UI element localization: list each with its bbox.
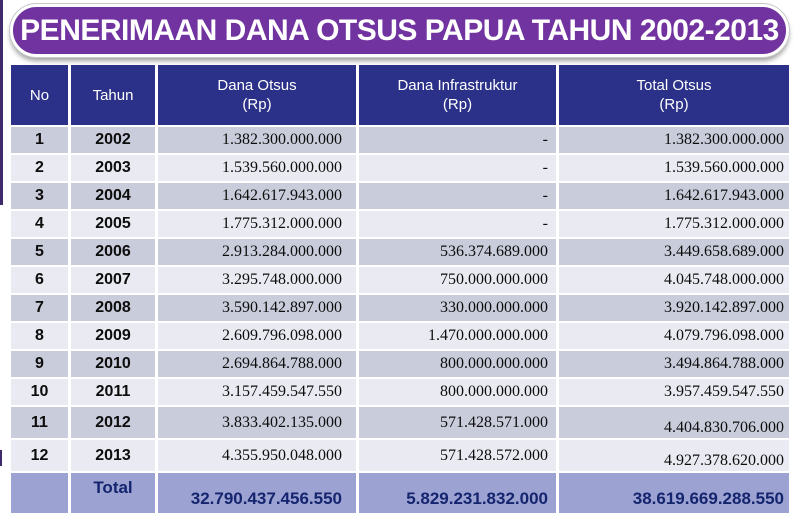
total-dana-otsus: 32.790.437.456.550 (158, 473, 356, 513)
cell-total-otsus: 1.539.560.000.000 (559, 155, 789, 181)
cell-dana-infrastruktur: 1.470.000.000.000 (359, 323, 556, 349)
page-title: PENERIMAAN DANA OTSUS PAPUA TAHUN 2002-2013 (20, 13, 779, 47)
cell-dana-infrastruktur: 750.000.000.000 (359, 267, 556, 293)
cell-no: 8 (11, 323, 68, 349)
table-row (11, 351, 789, 377)
table-footer (11, 473, 789, 513)
total-cell-no (11, 473, 68, 513)
cell-total-otsus: 1.775.312.000.000 (559, 211, 789, 237)
cell-tahun: 2010 (71, 351, 155, 377)
header-dana-infrastruktur (359, 65, 556, 125)
cell-no: 1 (11, 127, 68, 153)
table-row (11, 239, 789, 265)
cell-tahun: 2013 (71, 440, 155, 471)
cell-no: 12 (11, 440, 68, 471)
table-row (11, 155, 789, 181)
cell-no: 7 (11, 295, 68, 321)
cell-total-otsus: 3.920.142.897.000 (559, 295, 789, 321)
cell-dana-otsus: 1.382.300.000.000 (158, 127, 356, 153)
total-label: Total (71, 473, 155, 513)
cell-dana-otsus: 4.355.950.048.000 (158, 440, 356, 471)
header-dana-otsus (158, 65, 356, 125)
cell-dana-infrastruktur: 571.428.571.000 (359, 407, 556, 438)
left-accent-bar (0, 0, 3, 205)
header-label: Tahun (92, 86, 134, 104)
cell-tahun: 2007 (71, 267, 155, 293)
cell-tahun: 2005 (71, 211, 155, 237)
cell-no: 4 (11, 211, 68, 237)
cell-no: 9 (11, 351, 68, 377)
cell-no: 3 (11, 183, 68, 209)
cell-no: 11 (11, 407, 68, 438)
header-sublabel: (Rp) (659, 96, 689, 113)
cell-total-otsus: 3.957.459.547.550 (559, 379, 789, 405)
cell-dana-infrastruktur: 571.428.572.000 (359, 440, 556, 471)
cell-dana-otsus: 3.833.402.135.000 (158, 407, 356, 438)
cell-tahun: 2011 (71, 379, 155, 405)
table-row (11, 379, 789, 405)
table-body (11, 127, 789, 471)
cell-dana-otsus: 2.609.796.098.000 (158, 323, 356, 349)
header-sublabel: (Rp) (442, 96, 473, 113)
cell-no: 5 (11, 239, 68, 265)
cell-no: 6 (11, 267, 68, 293)
cell-dana-infrastruktur: 536.374.689.000 (359, 239, 556, 265)
table-row (11, 440, 789, 471)
cell-total-otsus: 3.494.864.788.000 (559, 351, 789, 377)
cell-tahun: 2009 (71, 323, 155, 349)
otsus-table (8, 63, 792, 515)
total-total-otsus: 38.619.669.288.550 (559, 473, 789, 513)
cell-dana-otsus: 1.642.617.943.000 (158, 183, 356, 209)
total-row (11, 473, 789, 513)
cell-total-otsus: 4.927.378.620.000 (559, 440, 789, 471)
cell-dana-infrastruktur: - (359, 211, 556, 237)
header-label: No (29, 86, 50, 104)
cell-dana-otsus: 3.157.459.547.550 (158, 379, 356, 405)
cell-tahun: 2006 (71, 239, 155, 265)
cell-no: 2 (11, 155, 68, 181)
cell-total-otsus: 4.045.748.000.000 (559, 267, 789, 293)
cell-dana-infrastruktur: 800.000.000.000 (359, 379, 556, 405)
cell-total-otsus: 4.404.830.706.000 (559, 407, 789, 438)
cell-total-otsus: 4.079.796.098.000 (559, 323, 789, 349)
header-no (11, 65, 68, 125)
total-dana-infrastruktur: 5.829.231.832.000 (359, 473, 556, 513)
cell-dana-otsus: 1.539.560.000.000 (158, 155, 356, 181)
cell-no: 10 (11, 379, 68, 405)
cell-tahun: 2002 (71, 127, 155, 153)
table-row (11, 407, 789, 438)
cell-tahun: 2012 (71, 407, 155, 438)
cell-dana-infrastruktur: - (359, 127, 556, 153)
table-row (11, 295, 789, 321)
cell-total-otsus: 1.382.300.000.000 (559, 127, 789, 153)
cell-tahun: 2003 (71, 155, 155, 181)
header-total-otsus (559, 65, 789, 125)
table-row (11, 183, 789, 209)
cell-dana-infrastruktur: - (359, 155, 556, 181)
header-row (11, 65, 789, 125)
cell-total-otsus: 1.642.617.943.000 (559, 183, 789, 209)
cell-tahun: 2004 (71, 183, 155, 209)
cell-dana-otsus: 1.775.312.000.000 (158, 211, 356, 237)
table-row (11, 127, 789, 153)
cell-dana-infrastruktur: 800.000.000.000 (359, 351, 556, 377)
cell-total-otsus: 3.449.658.689.000 (559, 239, 789, 265)
cell-dana-otsus: 3.295.748.000.000 (158, 267, 356, 293)
table-row (11, 323, 789, 349)
header-label: Total Otsus (636, 77, 712, 94)
table-row (11, 267, 789, 293)
cell-dana-infrastruktur: 330.000.000.000 (359, 295, 556, 321)
header-label: Dana Infrastruktur (397, 77, 518, 94)
left-accent-mark (0, 450, 2, 466)
header-label: Dana Otsus (217, 77, 297, 94)
title-banner (10, 4, 789, 57)
table-row (11, 211, 789, 237)
cell-tahun: 2008 (71, 295, 155, 321)
table-header (11, 65, 789, 125)
cell-dana-otsus: 2.694.864.788.000 (158, 351, 356, 377)
cell-dana-infrastruktur: - (359, 183, 556, 209)
header-sublabel: (Rp) (242, 96, 272, 113)
header-tahun (71, 65, 155, 125)
cell-dana-otsus: 3.590.142.897.000 (158, 295, 356, 321)
cell-dana-otsus: 2.913.284.000.000 (158, 239, 356, 265)
